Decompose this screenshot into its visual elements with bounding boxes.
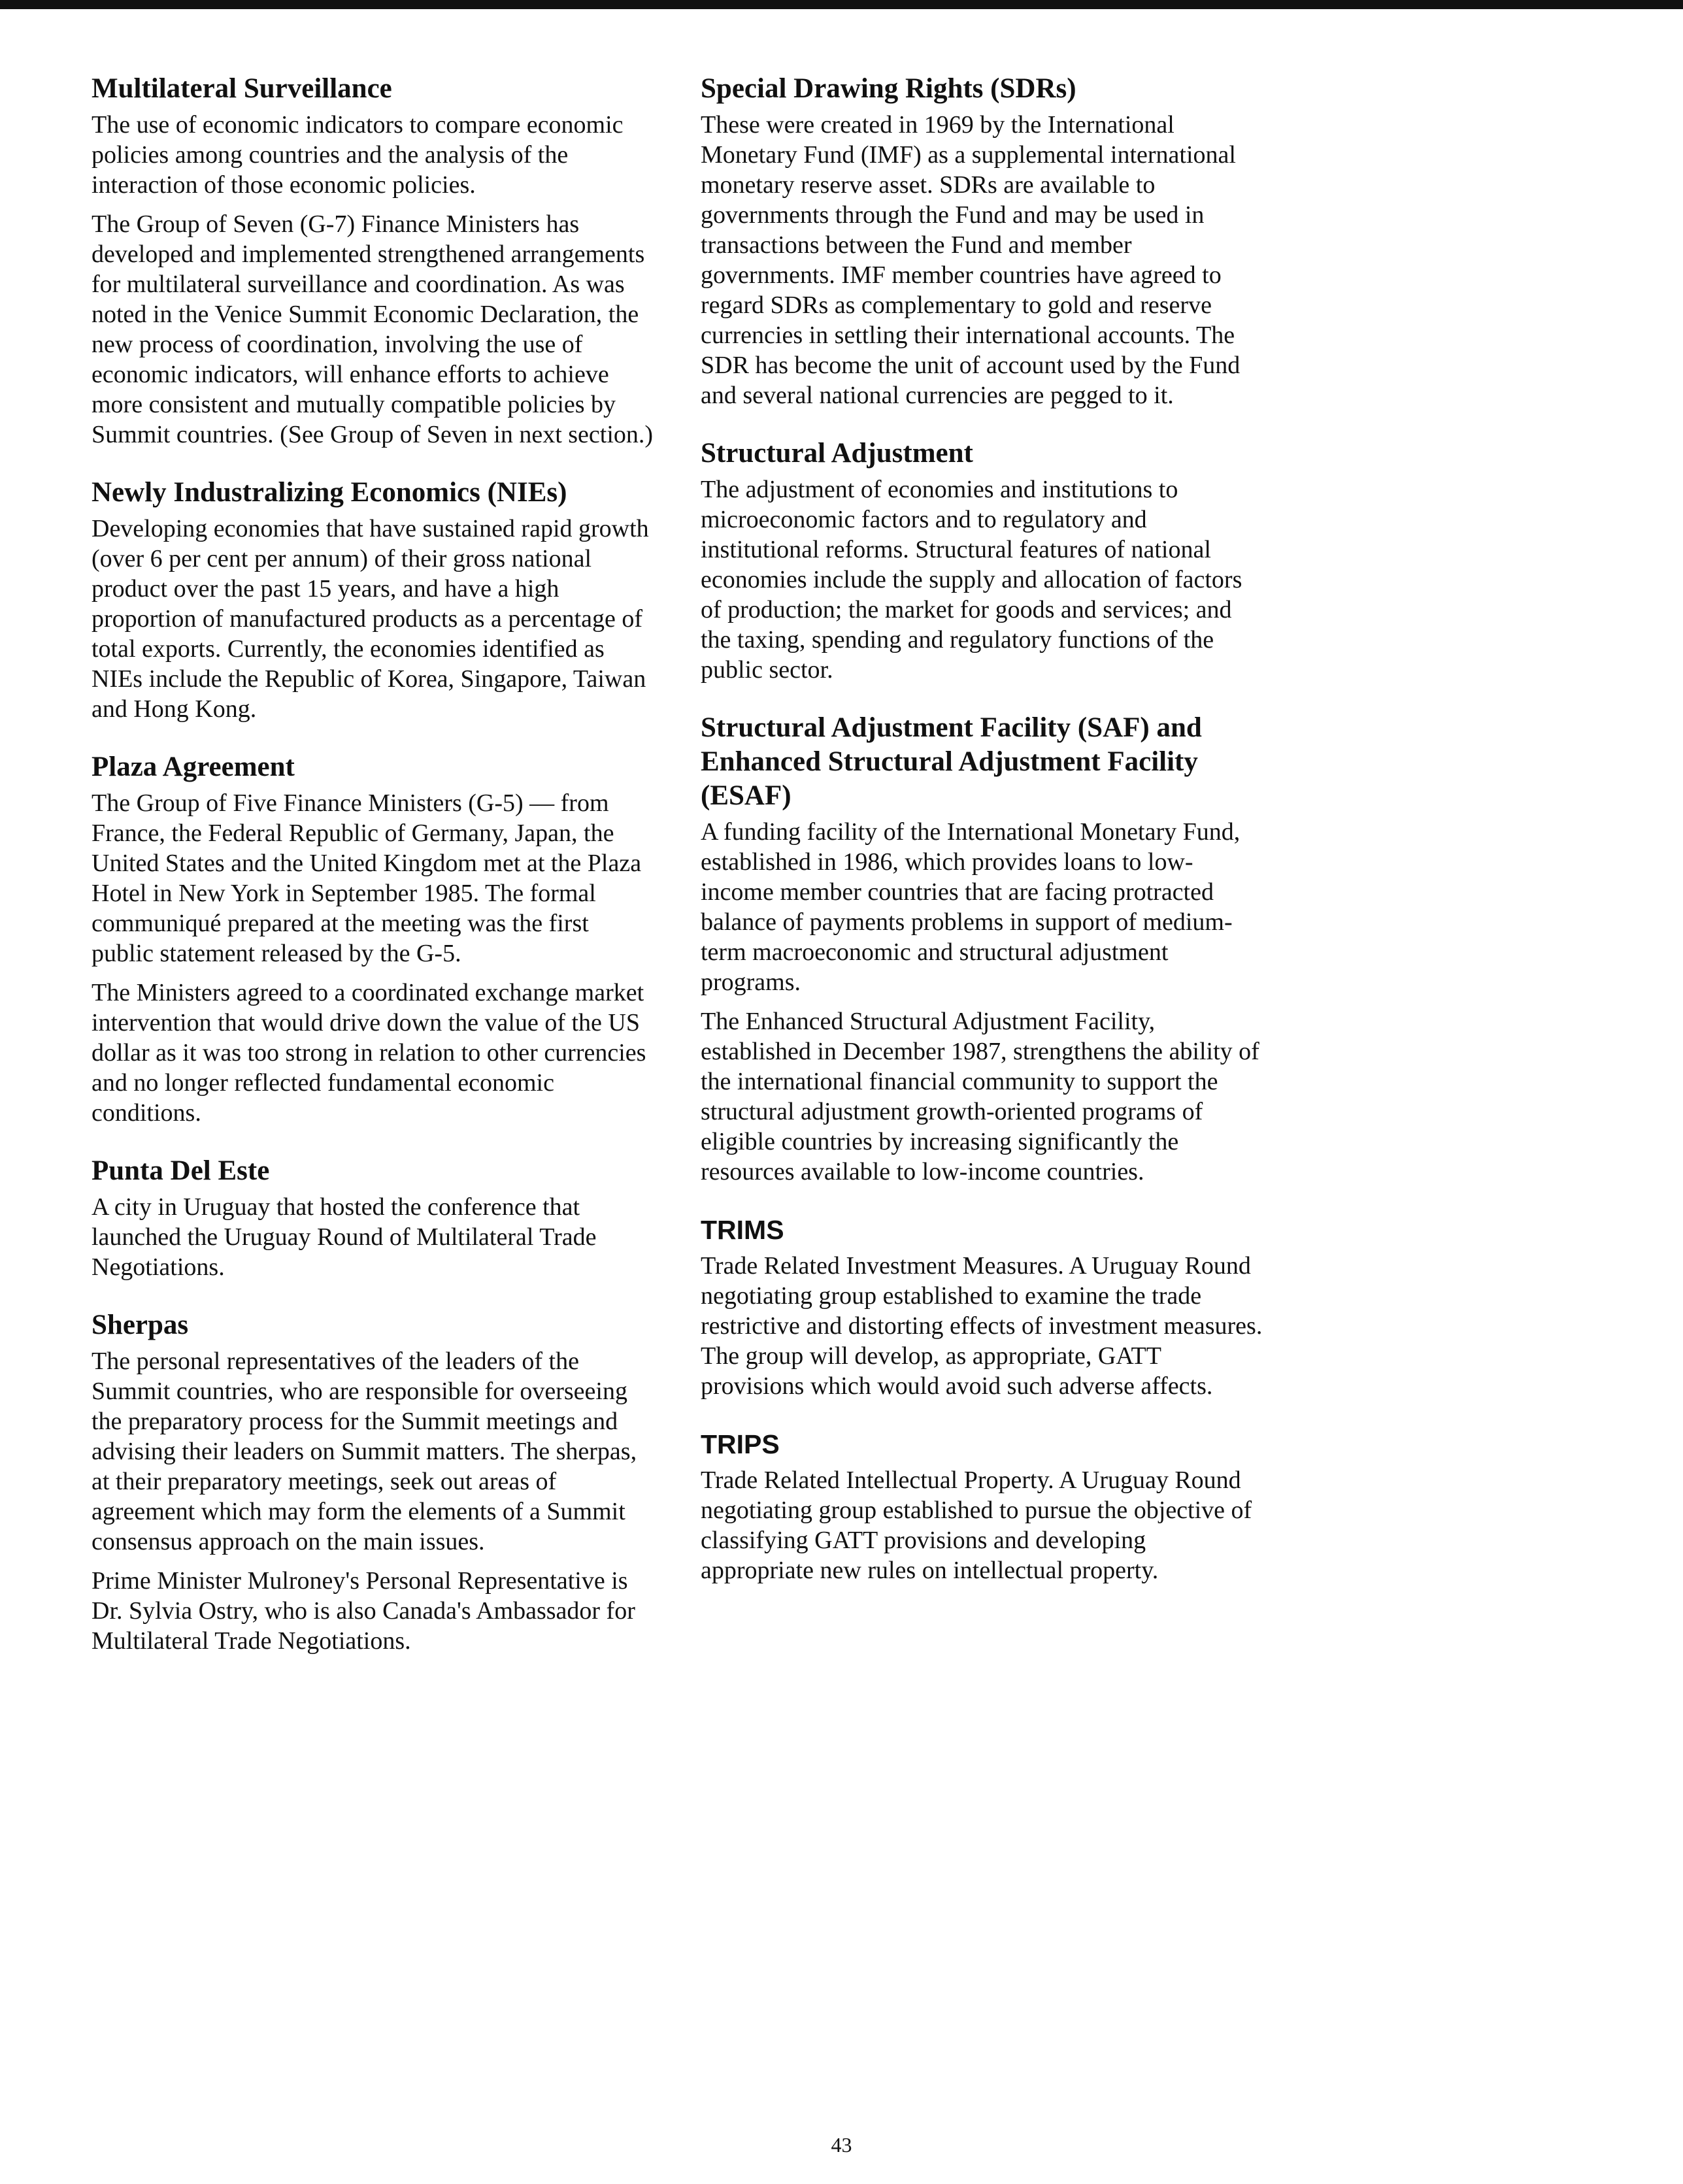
glossary-entry-saf-esaf: [701, 711, 1263, 1187]
glossary-entry-punta-del-este: [92, 1154, 654, 1282]
glossary-entry-multilateral-surveillance: [92, 72, 654, 450]
glossary-definition: These were created in 1969 by the International Monetary Fund (IMF) as a supplemental international monetary reserve asset. SDRs are available to governments through the Fund and may be used in transactions between the Fund and member governments. IMF member countries have agreed to regard SDRs as complementary to gold and reserve currencies in settling their international accounts. The SDR has become the unit of account used by the Fund and several national currencies are pegged to it.: [701, 111, 1241, 409]
glossary-definition: The Group of Five Finance Ministers (G-5) — from France, the Federal Republic of Germany, Japan, the United States and the United Kingdom met at the Plaza Hotel in New York in September 1985. The formal communiqué prepared at the meeting was the first public statement released by the G-5.: [92, 789, 642, 967]
glossary-term: Punta Del Este: [92, 1155, 270, 1186]
glossary-term: TRIPS: [701, 1429, 780, 1459]
glossary-term: Plaza Agreement: [92, 752, 295, 782]
glossary-term: Multilateral Surveillance: [92, 73, 392, 104]
glossary-term: Structural Adjustment Facility (SAF) and Enhanced Structural Adjustment Facility (ESAF): [701, 712, 1202, 811]
glossary-definition: The use of economic indicators to compare economic policies among countries and the analysis of the interaction of those economic policies.: [92, 111, 624, 199]
glossary-definition: The Group of Seven (G-7) Finance Ministers has developed and implemented strengthened arrangements for multilateral surveillance and coordination. As was noted in the Venice Summit Economic Declaration, the new process of coordination, involving the use of economic indicators, will enhance efforts to achieve more consistent and mutually compatible policies by Summit countries. (See Group of Seven in next section.): [92, 210, 654, 448]
glossary-term: Sherpas: [92, 1310, 189, 1340]
right-column: [701, 72, 1263, 1612]
glossary-definition: The Ministers agreed to a coordinated exchange market intervention that would drive down the value of the US dollar as it was too strong in relation to other currencies and no longer reflected fundamental economic conditions.: [92, 979, 646, 1127]
glossary-entry-trips: [701, 1427, 1263, 1585]
top-border-rule: [0, 0, 1683, 9]
glossary-definition: Trade Related Investment Measures. A Uruguay Round negotiating group established to examine the trade restrictive and distorting effects of investment measures. The group will develop, as appropriate, GATT provisions which would avoid such adverse affects.: [701, 1252, 1263, 1400]
glossary-definition: Developing economies that have sustained rapid growth (over 6 per cent per annum) of their gross national product over the past 15 years, and have a high proportion of manufactured products as a percentage of total exports. Currently, the economies identified as NIEs include the Republic of Korea, Singapore, Taiwan and Hong Kong.: [92, 515, 649, 723]
glossary-term: TRIMS: [701, 1215, 784, 1245]
glossary-term: Special Drawing Rights (SDRs): [701, 73, 1076, 104]
glossary-definition: The adjustment of economies and institutions to microeconomic factors and to regulatory and institutional reforms. Structural features of national economies include the supply and allocation of factors of production; the market for goods and services; and the taxing, spending and regulatory functions of the public sector.: [701, 476, 1242, 684]
glossary-entry-sdrs: [701, 72, 1263, 410]
glossary-definition: Prime Minister Mulroney's Personal Representative is Dr. Sylvia Ostry, who is also Canada's Ambassador for Multilateral Trade Negotiations.: [92, 1567, 635, 1655]
glossary-entry-structural-adjustment: [701, 437, 1263, 685]
glossary-entry-nies: [92, 476, 654, 724]
glossary-entry-sherpas: [92, 1308, 654, 1656]
glossary-definition: The personal representatives of the leaders of the Summit countries, who are responsible for overseeing the preparatory process for the Summit meetings and advising their leaders on Summit matters. The sherpas, at their preparatory meetings, seek out areas of agreement which may form the elements of a Summit consensus approach on the main issues.: [92, 1348, 637, 1555]
glossary-definition: A funding facility of the International Monetary Fund, established in 1986, which provides loans to low-income member countries that are facing protracted balance of payments problems in support of medium-term macroeconomic and structural adjustment programs.: [701, 818, 1241, 996]
left-column: [92, 72, 654, 1682]
glossary-definition: Trade Related Intellectual Property. A Uruguay Round negotiating group established to pursue the objective of classifying GATT provisions and developing appropriate new rules on intellectual property.: [701, 1466, 1252, 1584]
glossary-term: Structural Adjustment: [701, 438, 973, 469]
glossary-definition: The Enhanced Structural Adjustment Facility, established in December 1987, strengthens the ability of the international financial community to support the structural adjustment growth-oriented programs of eligible countries by increasing significantly the resources available to low-income countries.: [701, 1008, 1259, 1185]
glossary-entry-trims: [701, 1213, 1263, 1401]
glossary-term: Newly Industralizing Economics (NIEs): [92, 477, 567, 508]
page-number: 43: [831, 2133, 852, 2157]
glossary-entry-plaza-agreement: [92, 750, 654, 1128]
glossary-definition: A city in Uruguay that hosted the conference that launched the Uruguay Round of Multilateral Trade Negotiations.: [92, 1193, 597, 1281]
